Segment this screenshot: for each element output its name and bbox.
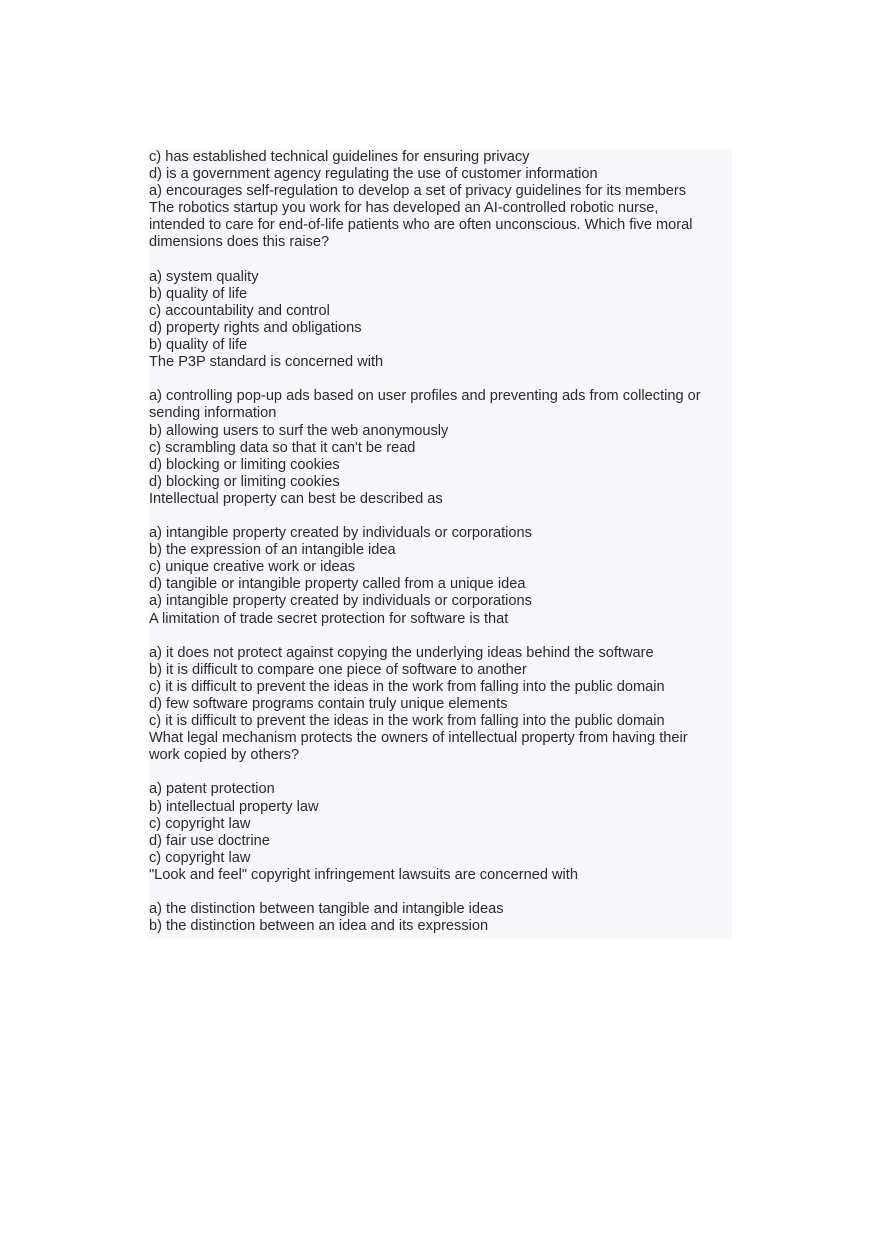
- text-line: intended to care for end-of-life patients who are often unconscious. Which five moral: [149, 217, 693, 234]
- text-line: The P3P standard is concerned with: [149, 354, 384, 371]
- text-line: b) the expression of an intangible idea: [149, 542, 396, 559]
- text-line: b) quality of life: [149, 285, 248, 302]
- text-line: a) the distinction between tangible and intangible ideas: [149, 901, 504, 918]
- text-line: d) is a government agency regulating the use of customer information: [149, 166, 598, 183]
- blank-line: [149, 884, 732, 901]
- text-line: A limitation of trade secret protection for software is that: [149, 610, 509, 627]
- text-line: c) copyright law: [149, 815, 251, 832]
- text-line: What legal mechanism protects the owners of intellectual property from having their: [149, 730, 688, 747]
- text-line: a) encourages self-regulation to develop a set of privacy guidelines for its members: [149, 183, 687, 200]
- text-line: c) it is difficult to prevent the ideas in the work from falling into the public domain: [149, 713, 665, 730]
- text-line: "Look and feel" copyright infringement lawsuits are concerned with: [149, 866, 578, 883]
- text-line: a) controlling pop-up ads based on user profiles and preventing ads from collecting or: [149, 388, 701, 405]
- text-line: b) it is difficult to compare one piece of software to another: [149, 661, 527, 678]
- text-line: a) intangible property created by individuals or corporations: [149, 525, 532, 542]
- text-line: c) accountability and control: [149, 302, 330, 319]
- text-line: d) fair use doctrine: [149, 832, 270, 849]
- text-line: Intellectual property can best be described as: [149, 490, 443, 507]
- blank-line: [149, 371, 732, 388]
- text-line: sending information: [149, 405, 277, 422]
- blank-line: [149, 628, 732, 645]
- text-line: d) tangible or intangible property called from a unique idea: [149, 576, 526, 593]
- text-line: The robotics startup you work for has developed an AI-controlled robotic nurse,: [149, 200, 659, 217]
- blank-line: [149, 508, 732, 525]
- blank-line: [149, 252, 732, 269]
- blank-line: [149, 764, 732, 781]
- text-line: c) unique creative work or ideas: [149, 559, 356, 576]
- text-line: b) the distinction between an idea and its expression: [149, 918, 489, 935]
- text-line: a) it does not protect against copying the underlying ideas behind the software: [149, 644, 654, 661]
- text-line: b) allowing users to surf the web anonymously: [149, 422, 449, 439]
- text-line: c) scrambling data so that it can't be read: [149, 439, 416, 456]
- text-line: a) patent protection: [149, 781, 275, 798]
- text-line: d) blocking or limiting cookies: [149, 473, 340, 490]
- text-line: c) copyright law: [149, 849, 251, 866]
- text-line: d) property rights and obligations: [149, 319, 362, 336]
- text-block: [149, 149, 732, 939]
- text-line: b) intellectual property law: [149, 798, 319, 815]
- text-line: a) system quality: [149, 268, 259, 285]
- text-line: b) quality of life: [149, 337, 248, 354]
- text-line: c) it is difficult to prevent the ideas in the work from falling into the public domain: [149, 678, 665, 695]
- text-line: dimensions does this raise?: [149, 234, 330, 251]
- text-line: d) blocking or limiting cookies: [149, 456, 340, 473]
- text-line: a) intangible property created by individuals or corporations: [149, 593, 532, 610]
- text-line: c) has established technical guidelines for ensuring privacy: [149, 149, 530, 165]
- text-line: work copied by others?: [149, 747, 300, 764]
- text-line: d) few software programs contain truly unique elements: [149, 696, 508, 712]
